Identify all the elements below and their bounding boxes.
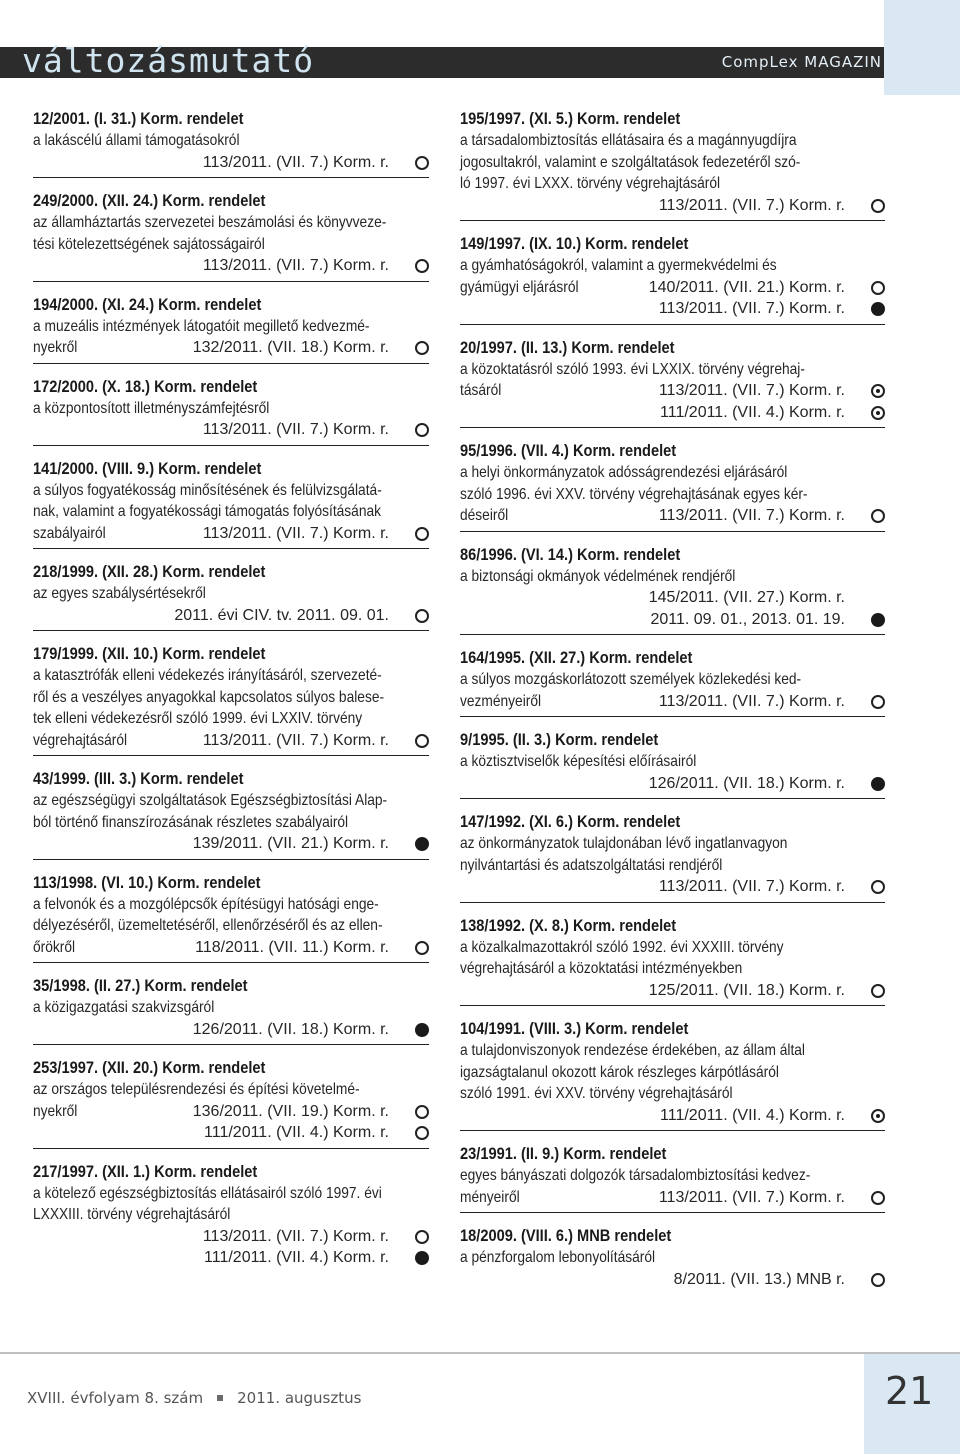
regulation-subject: az egészségügyi szolgáltatások Egészségbiztosítási Alap-	[33, 792, 388, 809]
regulation-subject: végrehajtásáról a közoktatási intézményekben	[460, 960, 743, 977]
regulation-title: 164/1995. (XII. 27.) Korm. rendelet	[460, 648, 693, 667]
amendment-text: 111/2011. (VII. 4.) Korm. r.	[204, 1124, 389, 1141]
amendment-text: 113/2011. (VII. 7.) Korm. r.	[202, 421, 389, 438]
open-circle-icon	[871, 1273, 885, 1287]
regulation-subject: igazságtalanul okozott károk részleges kárpótlásáról	[460, 1063, 779, 1081]
regulation-subject: a köztisztviselők képesítési előírásairól	[460, 753, 697, 770]
open-circle-icon	[871, 1191, 885, 1205]
regulation-entry	[33, 108, 429, 178]
amendment-text: 140/2011. (VII. 21.) Korm. r.	[648, 278, 845, 296]
regulation-subject: ló 1997. évi LXXX. törvény végrehajtásáról	[460, 175, 721, 192]
regulation-subject: a súlyos fogyatékosság minősítésének és felülvizsgálatá-	[33, 481, 382, 499]
regulation-entry	[33, 561, 429, 631]
regulation-subject: nyilvántartási és adatszolgáltatási rendjéről	[460, 856, 723, 874]
regulation-subject: a helyi önkormányzatok adósságrendezési eljárásáról	[460, 464, 788, 481]
regulation-entry	[33, 872, 429, 964]
subject-with-reference	[460, 1187, 885, 1209]
regulation-subject: az államháztartás szervezetei beszámolási és könyvveze-	[33, 214, 387, 231]
regulation-entry	[460, 1018, 885, 1131]
regulation-title: 147/1992. (XI. 6.) Korm. rendelet	[460, 812, 681, 831]
filled-circle-icon	[871, 302, 885, 316]
regulation-subject: az országos településrendezési és építési követelmé-	[33, 1081, 360, 1098]
regulation-subject: ményeiről	[460, 1188, 520, 1206]
regulation-entry	[460, 337, 885, 429]
subject-with-reference	[33, 523, 429, 545]
amendment-text: 118/2011. (VII. 11.) Korm. r.	[195, 938, 389, 956]
amendment-reference	[460, 1269, 885, 1291]
subject-with-reference	[460, 380, 885, 402]
regulation-subject: a pénzforgalom lebonyolításáról	[460, 1249, 656, 1266]
regulation-entry	[460, 647, 885, 717]
regulation-subject: a közalkalmazottakról szóló 1992. évi XXXIII. törvény	[460, 938, 784, 956]
subject-with-reference	[33, 730, 429, 752]
amendment-text: 136/2011. (VII. 19.) Korm. r.	[192, 1102, 389, 1120]
open-circle-icon	[871, 695, 885, 709]
regulation-title: 179/1999. (XII. 10.) Korm. rendelet	[33, 644, 266, 663]
magazine-name: CompLex MAGAZIN	[721, 53, 882, 71]
amendment-text: 113/2011. (VII. 7.) Korm. r.	[658, 1188, 845, 1206]
regulation-title: 218/1999. (XII. 28.) Korm. rendelet	[33, 562, 266, 581]
filled-circle-icon	[415, 1251, 429, 1265]
regulation-subject: végrehajtásáról	[33, 731, 128, 749]
regulation-entry	[460, 729, 885, 799]
regulation-entry	[460, 1225, 885, 1294]
open-circle-icon	[415, 734, 429, 748]
amendment-reference	[460, 876, 885, 898]
open-circle-icon	[415, 1230, 429, 1244]
amendment-reference	[33, 1247, 429, 1269]
regulation-subject: ről és a veszélyes anyagokkal kapcsolatos súlyos balese-	[33, 688, 385, 706]
amendment-text: 139/2011. (VII. 21.) Korm. r.	[192, 835, 389, 852]
amendment-text: 113/2011. (VII. 7.) Korm. r.	[202, 153, 389, 171]
regulation-subject: a tulajdonviszonyok rendezése érdekében, az állam által	[460, 1042, 805, 1059]
subject-with-reference	[33, 937, 429, 959]
regulation-subject: LXXXIII. törvény végrehajtásáról	[33, 1206, 231, 1223]
regulation-subject: tek elleni védekezésről szóló 1999. évi LXXIV. törvény	[33, 710, 363, 727]
amendment-reference	[33, 1019, 429, 1041]
regulation-title: 138/1992. (X. 8.) Korm. rendelet	[460, 915, 677, 935]
regulation-subject: ból történő finanszírozásának részletes szabályairól	[33, 813, 349, 831]
amendment-text: 2011. évi CIV. tv. 2011. 09. 01.	[174, 606, 389, 624]
open-circle-icon	[871, 199, 885, 213]
open-circle-icon	[871, 880, 885, 894]
regulation-title: 18/2009. (VIII. 6.) MNB rendelet	[460, 1226, 672, 1245]
amendment-text: 113/2011. (VII. 7.) Korm. r.	[658, 382, 845, 399]
amendment-reference	[460, 298, 885, 320]
amendment-text: 113/2011. (VII. 7.) Korm. r.	[202, 731, 389, 749]
regulation-subject: szabályairól	[33, 524, 106, 542]
amendment-text: 132/2011. (VII. 18.) Korm. r.	[192, 339, 389, 356]
regulation-entry	[33, 975, 429, 1045]
regulation-title: 113/1998. (VI. 10.) Korm. rendelet	[33, 872, 261, 892]
regulation-entry	[33, 190, 429, 282]
open-circle-icon	[415, 1105, 429, 1119]
amendment-text: 113/2011. (VII. 7.) Korm. r.	[658, 878, 845, 895]
regulation-subject: déseiről	[460, 507, 509, 524]
filled-circle-icon	[415, 837, 429, 851]
amendment-reference	[33, 255, 429, 277]
amendment-text: 2011. 09. 01., 2013. 01. 19.	[650, 610, 845, 628]
regulation-entry	[33, 376, 429, 446]
dotted-circle-icon	[871, 406, 885, 420]
regulation-subject: a közigazgatási szakvizsgáról	[33, 999, 215, 1016]
regulation-subject: a közoktatásról szóló 1993. évi LXXIX. törvény végrehaj-	[460, 360, 805, 378]
filled-circle-icon	[871, 613, 885, 627]
regulation-subject: az önkormányzatok tulajdonában lévő ingatlanvagyon	[460, 835, 788, 852]
regulation-title: 172/2000. (X. 18.) Korm. rendelet	[33, 376, 258, 396]
separator-square-icon	[217, 1395, 223, 1401]
amendment-text: 125/2011. (VII. 18.) Korm. r.	[648, 981, 845, 999]
regulation-title: 86/1996. (VI. 14.) Korm. rendelet	[460, 544, 681, 564]
section-title: változásmutató	[22, 41, 315, 80]
amendment-reference	[460, 402, 885, 424]
issue-label: XVIII. évfolyam 8. szám	[27, 1389, 204, 1407]
regulation-entry	[33, 768, 429, 860]
open-circle-icon	[415, 1126, 429, 1140]
regulation-subject: a társadalombiztosítás ellátásaira és a magánnyugdíjra	[460, 132, 797, 149]
amendment-reference	[460, 1105, 885, 1127]
regulation-entry	[460, 440, 885, 532]
filled-circle-icon	[871, 777, 885, 791]
regulation-subject: a felvonók és a mozgólépcsők építésügyi hatósági enge-	[33, 895, 379, 913]
footer-divider	[0, 1352, 960, 1354]
regulation-subject: nyekről	[33, 1102, 78, 1120]
amendment-text: 113/2011. (VII. 7.) Korm. r.	[202, 524, 389, 542]
regulation-title: 253/1997. (XII. 20.) Korm. rendelet	[33, 1058, 266, 1077]
open-circle-icon	[871, 509, 885, 523]
amendment-text: 113/2011. (VII. 7.) Korm. r.	[658, 300, 845, 317]
regulation-entry	[33, 458, 429, 550]
issue-date: 2011. augusztus	[237, 1389, 362, 1407]
regulation-subject: a muzeális intézmények látogatóit megillető kedvezmé-	[33, 317, 370, 335]
subject-with-reference	[460, 691, 885, 713]
regulation-subject: gyámügyi eljárásról	[460, 278, 579, 296]
regulation-title: 195/1997. (XI. 5.) Korm. rendelet	[460, 109, 681, 128]
open-circle-icon	[415, 259, 429, 273]
amendment-text: 113/2011. (VII. 7.) Korm. r.	[202, 1227, 389, 1245]
regulation-title: 141/2000. (VIII. 9.) Korm. rendelet	[33, 458, 262, 478]
regulation-title: 9/1995. (II. 3.) Korm. rendelet	[460, 730, 659, 749]
amendment-reference	[460, 980, 885, 1002]
amendment-reference	[460, 609, 885, 631]
regulation-entry	[460, 811, 885, 903]
open-circle-icon	[871, 984, 885, 998]
regulation-subject: nak, valamint a fogyatékossági támogatás folyósításának	[33, 503, 382, 520]
amendment-text: 8/2011. (VII. 13.) MNB r.	[673, 1270, 845, 1288]
regulation-subject: a súlyos mozgáskorlátozott személyek közlekedési ked-	[460, 671, 802, 688]
regulation-subject: a kötelező egészségbiztosítás ellátásairól szóló 1997. évi	[33, 1184, 382, 1202]
open-circle-icon	[415, 609, 429, 623]
regulation-subject: a lakáscélú állami támogatásokról	[33, 132, 240, 149]
amendment-text: 111/2011. (VII. 4.) Korm. r.	[660, 403, 845, 421]
amendment-reference	[33, 152, 429, 174]
amendment-reference	[33, 419, 429, 441]
amendment-reference	[33, 605, 429, 627]
open-circle-icon	[415, 156, 429, 170]
subject-with-reference	[460, 505, 885, 527]
regulation-title: 23/1991. (II. 9.) Korm. rendelet	[460, 1144, 667, 1163]
regulation-subject: a központosított illetményszámfejtésről	[33, 399, 270, 417]
dotted-circle-icon	[871, 384, 885, 398]
amendment-reference	[33, 1122, 429, 1144]
regulation-title: 149/1997. (IX. 10.) Korm. rendelet	[460, 234, 689, 253]
regulation-subject: vezményeiről	[460, 692, 542, 710]
regulation-entry	[460, 233, 885, 325]
regulation-entry	[460, 544, 885, 636]
amendment-text: 113/2011. (VII. 7.) Korm. r.	[202, 257, 389, 274]
amendment-text: 126/2011. (VII. 18.) Korm. r.	[648, 774, 845, 792]
regulation-subject: tési kötelezettségének sajátosságairól	[33, 235, 265, 253]
subject-with-reference	[460, 277, 885, 299]
regulation-subject: az egyes szabálysértésekről	[33, 585, 206, 602]
regulation-title: 95/1996. (VII. 4.) Korm. rendelet	[460, 441, 677, 460]
right-column	[460, 108, 885, 1306]
page-number: 21	[885, 1369, 934, 1413]
open-circle-icon	[415, 527, 429, 541]
amendment-text: 111/2011. (VII. 4.) Korm. r.	[204, 1249, 389, 1266]
regulation-title: 249/2000. (XII. 24.) Korm. rendelet	[33, 191, 266, 210]
regulation-title: 43/1999. (III. 3.) Korm. rendelet	[33, 769, 244, 788]
regulation-subject: egyes bányászati dolgozók társadalombiztosítási kedvez-	[460, 1167, 811, 1184]
amendment-reference	[460, 195, 885, 217]
amendment-text: 113/2011. (VII. 7.) Korm. r.	[658, 692, 845, 710]
subject-with-reference	[33, 337, 429, 359]
subject-with-reference	[33, 1101, 429, 1123]
regulation-title: 104/1991. (VIII. 3.) Korm. rendelet	[460, 1019, 689, 1038]
open-circle-icon	[871, 281, 885, 295]
amendment-text: 145/2011. (VII. 27.) Korm. r.	[648, 589, 845, 606]
regulation-entry	[460, 915, 885, 1007]
regulation-title: 194/2000. (XI. 24.) Korm. rendelet	[33, 294, 262, 314]
regulation-subject: szóló 1996. évi XXV. törvény végrehajtásának egyes kér-	[460, 485, 808, 503]
regulation-entry	[33, 643, 429, 756]
regulation-subject: őrökről	[33, 938, 76, 956]
amendment-reference	[33, 833, 429, 855]
regulation-subject: jogosultakról, valamint e szolgáltatások fedezetéről szó-	[460, 153, 801, 171]
regulation-entry	[460, 108, 885, 221]
open-circle-icon	[415, 423, 429, 437]
regulation-title: 20/1997. (II. 13.) Korm. rendelet	[460, 337, 675, 357]
amendment-text: 111/2011. (VII. 4.) Korm. r.	[660, 1106, 845, 1124]
regulation-title: 217/1997. (XII. 1.) Korm. rendelet	[33, 1161, 258, 1181]
regulation-subject: szóló 1991. évi XXV. törvény végrehajtásáról	[460, 1085, 733, 1102]
amendment-reference	[460, 773, 885, 795]
regulation-subject: tásáról	[460, 382, 502, 399]
regulation-entry	[33, 1057, 429, 1149]
filled-circle-icon	[415, 1023, 429, 1037]
corner-accent	[884, 0, 960, 95]
amendment-text: 113/2011. (VII. 7.) Korm. r.	[658, 507, 845, 524]
regulation-subject: a katasztrófák elleni védekezés irányításáról, szervezeté-	[33, 667, 382, 684]
regulation-title: 35/1998. (II. 27.) Korm. rendelet	[33, 976, 248, 995]
regulation-title: 12/2001. (I. 31.) Korm. rendelet	[33, 109, 244, 128]
regulation-subject: a gyámhatóságokról, valamint a gyermekvédelmi és	[460, 257, 777, 274]
footer-issue-info	[27, 1386, 361, 1410]
amendment-text: 113/2011. (VII. 7.) Korm. r.	[658, 196, 845, 214]
regulation-subject: a biztonsági okmányok védelmének rendjéről	[460, 567, 736, 585]
regulation-entry	[460, 1143, 885, 1213]
regulation-subject: nyekről	[33, 339, 78, 356]
regulation-subject: délyezéséről, üzemeltetéséről, ellenőrzéséről és az ellen-	[33, 917, 383, 934]
left-column	[33, 108, 429, 1285]
dotted-circle-icon	[871, 1109, 885, 1123]
amendment-text: 126/2011. (VII. 18.) Korm. r.	[192, 1020, 389, 1038]
regulation-entry	[33, 1161, 429, 1273]
amendment-reference	[33, 1226, 429, 1248]
regulation-entry	[33, 294, 429, 364]
amendment-reference	[460, 587, 885, 609]
open-circle-icon	[415, 941, 429, 955]
open-circle-icon	[415, 341, 429, 355]
